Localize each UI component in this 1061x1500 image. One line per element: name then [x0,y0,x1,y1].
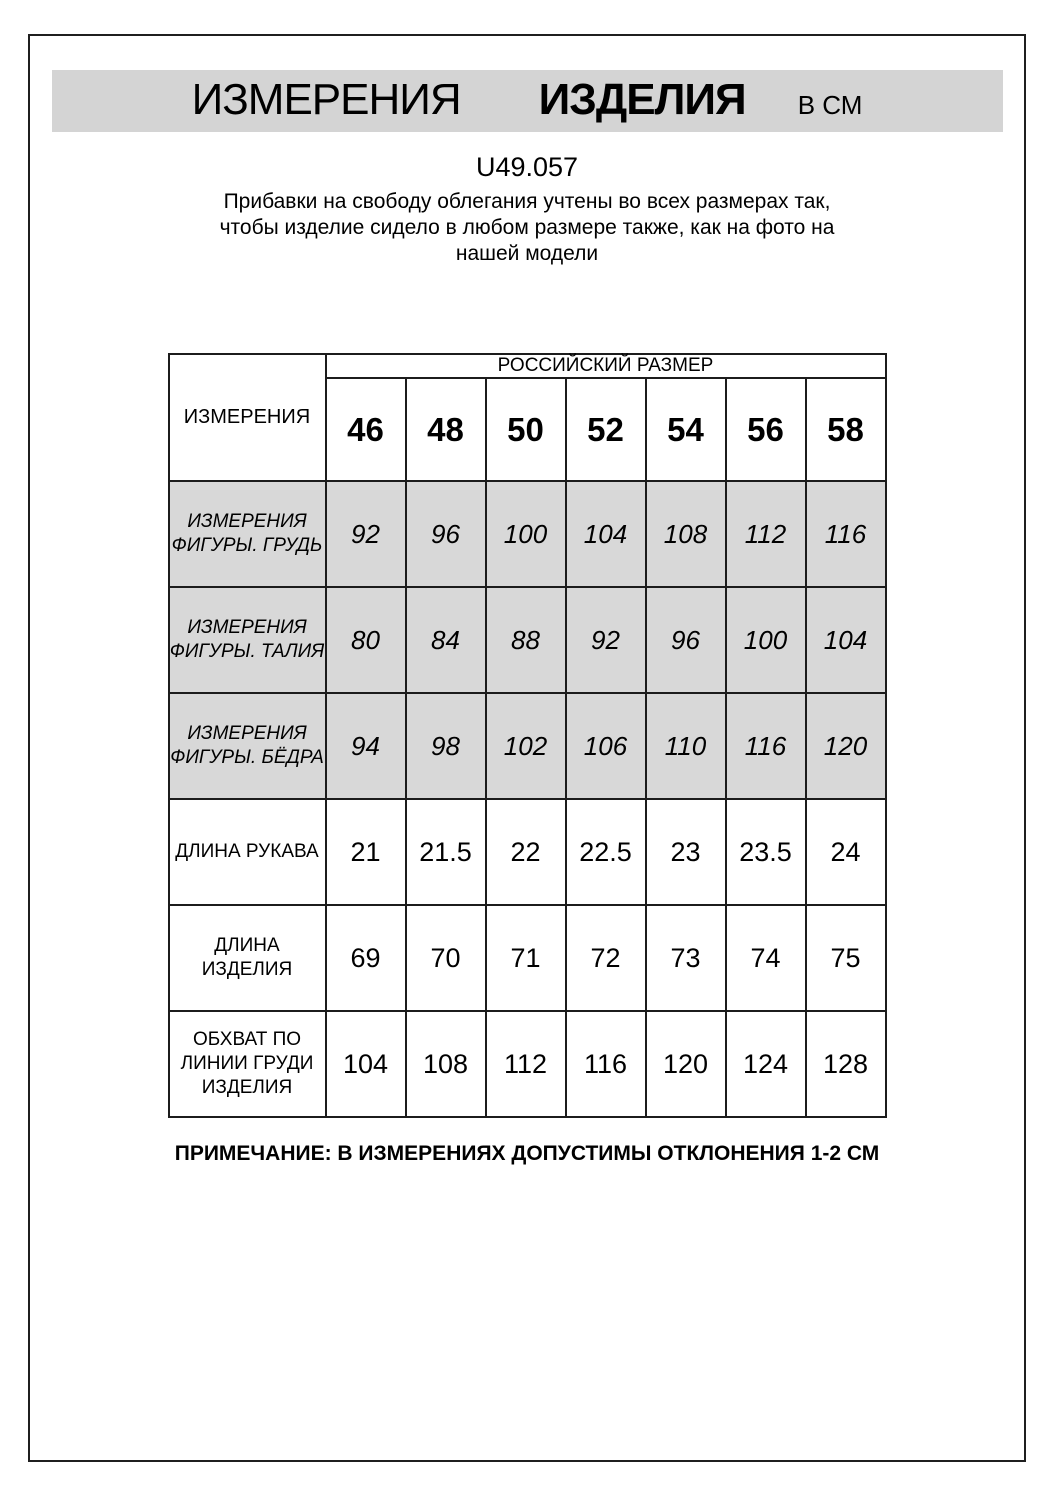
table-cell: 124 [726,1011,806,1117]
table-cell: 100 [486,481,566,587]
table-corner-label: ИЗМЕРЕНИЯ [169,354,326,481]
row-label: ИЗМЕРЕНИЯ ФИГУРЫ. БЁДРА [169,693,326,799]
table-row-group-header [169,354,886,378]
table-cell: 104 [326,1011,406,1117]
table-cell: 104 [806,587,886,693]
table-cell: 116 [806,481,886,587]
table-cell: 23 [646,799,726,905]
table-cell: 72 [566,905,646,1011]
table-cell: 75 [806,905,886,1011]
table-cell: 108 [646,481,726,587]
table-cell: 71 [486,905,566,1011]
table-row-figure-waist [169,587,886,693]
title-banner [52,70,1003,132]
table-cell: 100 [726,587,806,693]
table-cell: 108 [406,1011,486,1117]
fit-description-line-3: нашей модели [455,242,599,265]
table-cell: 120 [806,693,886,799]
banner-title-measurements: ИЗМЕРЕНИЯ [191,75,461,124]
table-cell: 96 [646,587,726,693]
banner-title-product: ИЗДЕЛИЯ [538,75,746,124]
table-cell: 120 [646,1011,726,1117]
table-row-figure-hips [169,693,886,799]
row-label: ИЗМЕРЕНИЯ ФИГУРЫ. ГРУДЬ [169,481,326,587]
table-cell: 22 [486,799,566,905]
table-cell: 92 [566,587,646,693]
table-row-sleeve-length [169,799,886,905]
size-column-header: 52 [566,378,646,481]
table-cell: 98 [406,693,486,799]
fit-description-line-1: Прибавки на свободу облегания учтены во всех размерах так, [223,190,831,213]
table-cell: 22.5 [566,799,646,905]
size-column-header: 58 [806,378,886,481]
row-label: ДЛИНА РУКАВА [169,799,326,905]
table-cell: 102 [486,693,566,799]
table-cell: 116 [726,693,806,799]
banner-units-label: В СМ [797,90,863,120]
table-cell: 104 [566,481,646,587]
size-column-header: 46 [326,378,406,481]
row-label: ОБХВАТ ПО ЛИНИИ ГРУДИ ИЗДЕЛИЯ [169,1011,326,1117]
table-cell: 92 [326,481,406,587]
table-cell: 80 [326,587,406,693]
row-label: ДЛИНА ИЗДЕЛИЯ [169,905,326,1011]
table-cell: 112 [726,481,806,587]
table-row-item-length [169,905,886,1011]
table-cell: 69 [326,905,406,1011]
fit-description-line-2: чтобы изделие сидело в любом размере также, как на фото на [219,216,835,239]
table-cell: 88 [486,587,566,693]
page-frame [28,34,1026,1462]
table-cell: 112 [486,1011,566,1117]
table-cell: 21.5 [406,799,486,905]
tolerance-note: ПРИМЕЧАНИЕ: В ИЗМЕРЕНИЯХ ДОПУСТИМЫ ОТКЛОНЕНИЯ 1-2 СМ [174,1142,880,1165]
product-code: U49.057 [475,152,579,182]
table-cell: 106 [566,693,646,799]
table-cell: 73 [646,905,726,1011]
table-cell: 23.5 [726,799,806,905]
table-cell: 84 [406,587,486,693]
table-row-figure-chest [169,481,886,587]
table-cell: 70 [406,905,486,1011]
table-cell: 24 [806,799,886,905]
russian-size-header: РОССИЙСКИЙ РАЗМЕР [326,354,886,378]
table-cell: 94 [326,693,406,799]
table-cell: 116 [566,1011,646,1117]
table-cell: 21 [326,799,406,905]
table-cell: 128 [806,1011,886,1117]
size-column-header: 56 [726,378,806,481]
table-row-chest-girth [169,1011,886,1117]
table-cell: 74 [726,905,806,1011]
size-table [168,353,887,1118]
size-column-header: 50 [486,378,566,481]
table-cell: 96 [406,481,486,587]
size-column-header: 54 [646,378,726,481]
table-cell: 110 [646,693,726,799]
row-label: ИЗМЕРЕНИЯ ФИГУРЫ. ТАЛИЯ [169,587,326,693]
fit-description [30,189,1024,267]
size-column-header: 48 [406,378,486,481]
